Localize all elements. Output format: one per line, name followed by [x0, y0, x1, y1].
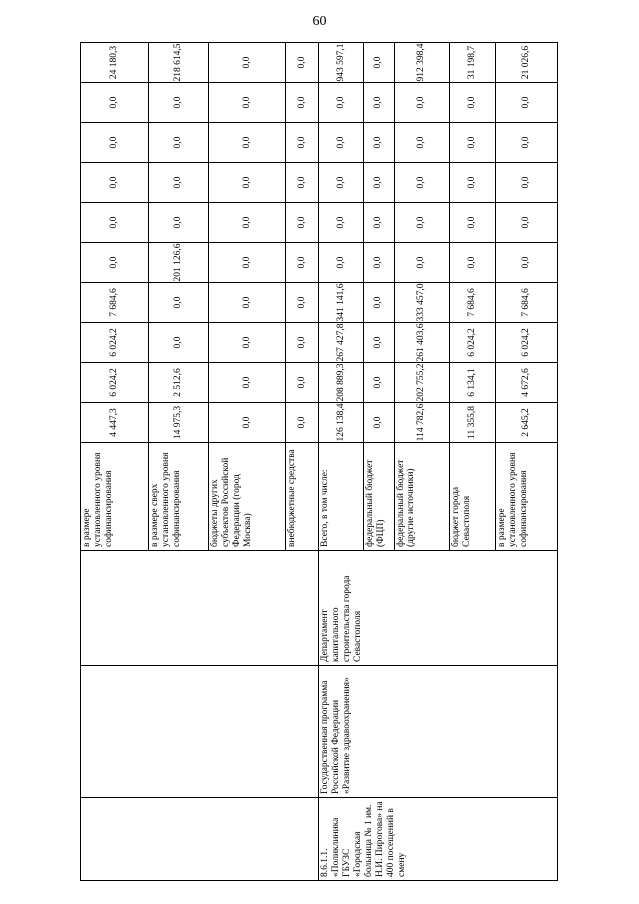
total-cell: 0,0: [363, 43, 394, 83]
value-cell: 0,0: [286, 403, 319, 443]
value-cell: 0,0: [286, 163, 319, 203]
empty-object-cell: [81, 798, 319, 881]
value-cell: 0,0: [449, 203, 495, 243]
value-cell: 202 755,2: [394, 363, 449, 403]
value-cell: 6 024,2: [81, 323, 149, 363]
value-cell: 6 024,2: [496, 323, 558, 363]
value-cell: 0,0: [209, 323, 286, 363]
value-cell: 0,0: [449, 163, 495, 203]
value-cell: 0,0: [363, 403, 394, 443]
value-cell: 0,0: [149, 123, 209, 163]
value-cell: 0,0: [209, 363, 286, 403]
object-name: 8.6.1.1. «Поликлиника ГБУЗС «Городская больница № 1 им. Н.И. Пирогова» на 400 посещений в смену: [319, 798, 558, 881]
customer-name: Департамент капитального строительства города Севастополя: [319, 551, 558, 666]
total-cell: 0,0: [286, 43, 319, 83]
value-cell: 201 126,6: [149, 243, 209, 283]
value-cell: 11 355,8: [449, 403, 495, 443]
row-label: в размере сверх установленного уровня софинансирования: [149, 443, 209, 551]
program-name: Государственная программа Российской Федерации «Развитие здравоохранения»: [319, 666, 558, 798]
value-cell: 0,0: [149, 203, 209, 243]
value-cell: 0,0: [209, 283, 286, 323]
value-cell: 333 457,0: [394, 283, 449, 323]
row-label: федеральный бюджет (ФЦП): [363, 443, 394, 551]
value-cell: 0,0: [319, 123, 363, 163]
value-cell: 267 427,8: [319, 323, 363, 363]
value-cell: 0,0: [363, 163, 394, 203]
value-cell: 0,0: [286, 243, 319, 283]
value-cell: 0,0: [286, 203, 319, 243]
row-label: в размере установленного уровня софинансирования: [496, 443, 558, 551]
funding-table: [80, 42, 558, 881]
value-cell: 0,0: [394, 243, 449, 283]
value-cell: 0,0: [363, 203, 394, 243]
value-cell: 2 645,2: [496, 403, 558, 443]
row-label: бюджет города Севастополя: [449, 443, 495, 551]
value-cell: 0,0: [319, 203, 363, 243]
row-label: бюджеты других субъектов Российской Федерации (город Москва): [209, 443, 286, 551]
total-cell: 31 198,7: [449, 43, 495, 83]
value-cell: 6 024,2: [81, 363, 149, 403]
value-cell: 0,0: [81, 243, 149, 283]
value-cell: 0,0: [319, 83, 363, 123]
value-cell: 341 141,6: [319, 283, 363, 323]
value-cell: 0,0: [496, 203, 558, 243]
value-cell: 14 975,3: [149, 403, 209, 443]
value-cell: 0,0: [149, 163, 209, 203]
value-cell: 0,0: [394, 83, 449, 123]
value-cell: 0,0: [496, 123, 558, 163]
value-cell: 0,0: [209, 83, 286, 123]
value-cell: 0,0: [319, 243, 363, 283]
value-cell: 0,0: [363, 83, 394, 123]
value-cell: 0,0: [209, 403, 286, 443]
value-cell: 0,0: [81, 203, 149, 243]
value-cell: 0,0: [209, 203, 286, 243]
row-label: федеральный бюджет (другие источники): [394, 443, 449, 551]
value-cell: 0,0: [286, 83, 319, 123]
value-cell: 0,0: [286, 283, 319, 323]
value-cell: 0,0: [149, 283, 209, 323]
value-cell: 0,0: [363, 283, 394, 323]
value-cell: 0,0: [286, 323, 319, 363]
value-cell: 7 684,6: [496, 283, 558, 323]
value-cell: 0,0: [81, 123, 149, 163]
value-cell: 0,0: [286, 123, 319, 163]
value-cell: 4 672,6: [496, 363, 558, 403]
value-cell: 0,0: [449, 83, 495, 123]
value-cell: 126 138,4: [319, 403, 363, 443]
value-cell: 0,0: [149, 83, 209, 123]
value-cell: 0,0: [286, 363, 319, 403]
value-cell: 0,0: [394, 123, 449, 163]
value-cell: 7 684,6: [81, 283, 149, 323]
total-cell: 21 026,6: [496, 43, 558, 83]
value-cell: 0,0: [496, 243, 558, 283]
total-cell: 218 614,5: [149, 43, 209, 83]
total-cell: 24 180,3: [81, 43, 149, 83]
value-cell: 7 684,6: [449, 283, 495, 323]
rotated-table-container: [80, 43, 558, 881]
value-cell: 0,0: [81, 163, 149, 203]
value-cell: 0,0: [81, 83, 149, 123]
table-row: [319, 43, 363, 881]
value-cell: 261 403,6: [394, 323, 449, 363]
value-cell: 114 782,6: [394, 403, 449, 443]
value-cell: 0,0: [363, 323, 394, 363]
value-cell: 0,0: [319, 163, 363, 203]
value-cell: 0,0: [209, 243, 286, 283]
total-cell: 912 398,4: [394, 43, 449, 83]
value-cell: 0,0: [449, 243, 495, 283]
row-label: внебюджетные средства: [286, 443, 319, 551]
value-cell: 0,0: [149, 323, 209, 363]
value-cell: 0,0: [496, 163, 558, 203]
row-label: в размере установленного уровня софинансирования: [81, 443, 149, 551]
value-cell: 0,0: [496, 83, 558, 123]
value-cell: 2 512,6: [149, 363, 209, 403]
table-row: [81, 43, 149, 881]
page-number: 60: [312, 14, 327, 29]
value-cell: 6 024,2: [449, 323, 495, 363]
value-cell: 0,0: [209, 163, 286, 203]
value-cell: 6 134,1: [449, 363, 495, 403]
value-cell: 0,0: [394, 163, 449, 203]
value-cell: 0,0: [449, 123, 495, 163]
value-cell: 208 889,3: [319, 363, 363, 403]
empty-program-cell: [81, 666, 319, 798]
empty-customer-cell: [81, 551, 319, 666]
value-cell: 0,0: [394, 203, 449, 243]
total-cell: 943 597,1: [319, 43, 363, 83]
value-cell: 0,0: [363, 243, 394, 283]
value-cell: 0,0: [363, 123, 394, 163]
value-cell: 0,0: [209, 123, 286, 163]
value-cell: 4 447,3: [81, 403, 149, 443]
total-cell: 0,0: [209, 43, 286, 83]
value-cell: 0,0: [363, 363, 394, 403]
row-label: Всего, в том числе:: [319, 443, 363, 551]
